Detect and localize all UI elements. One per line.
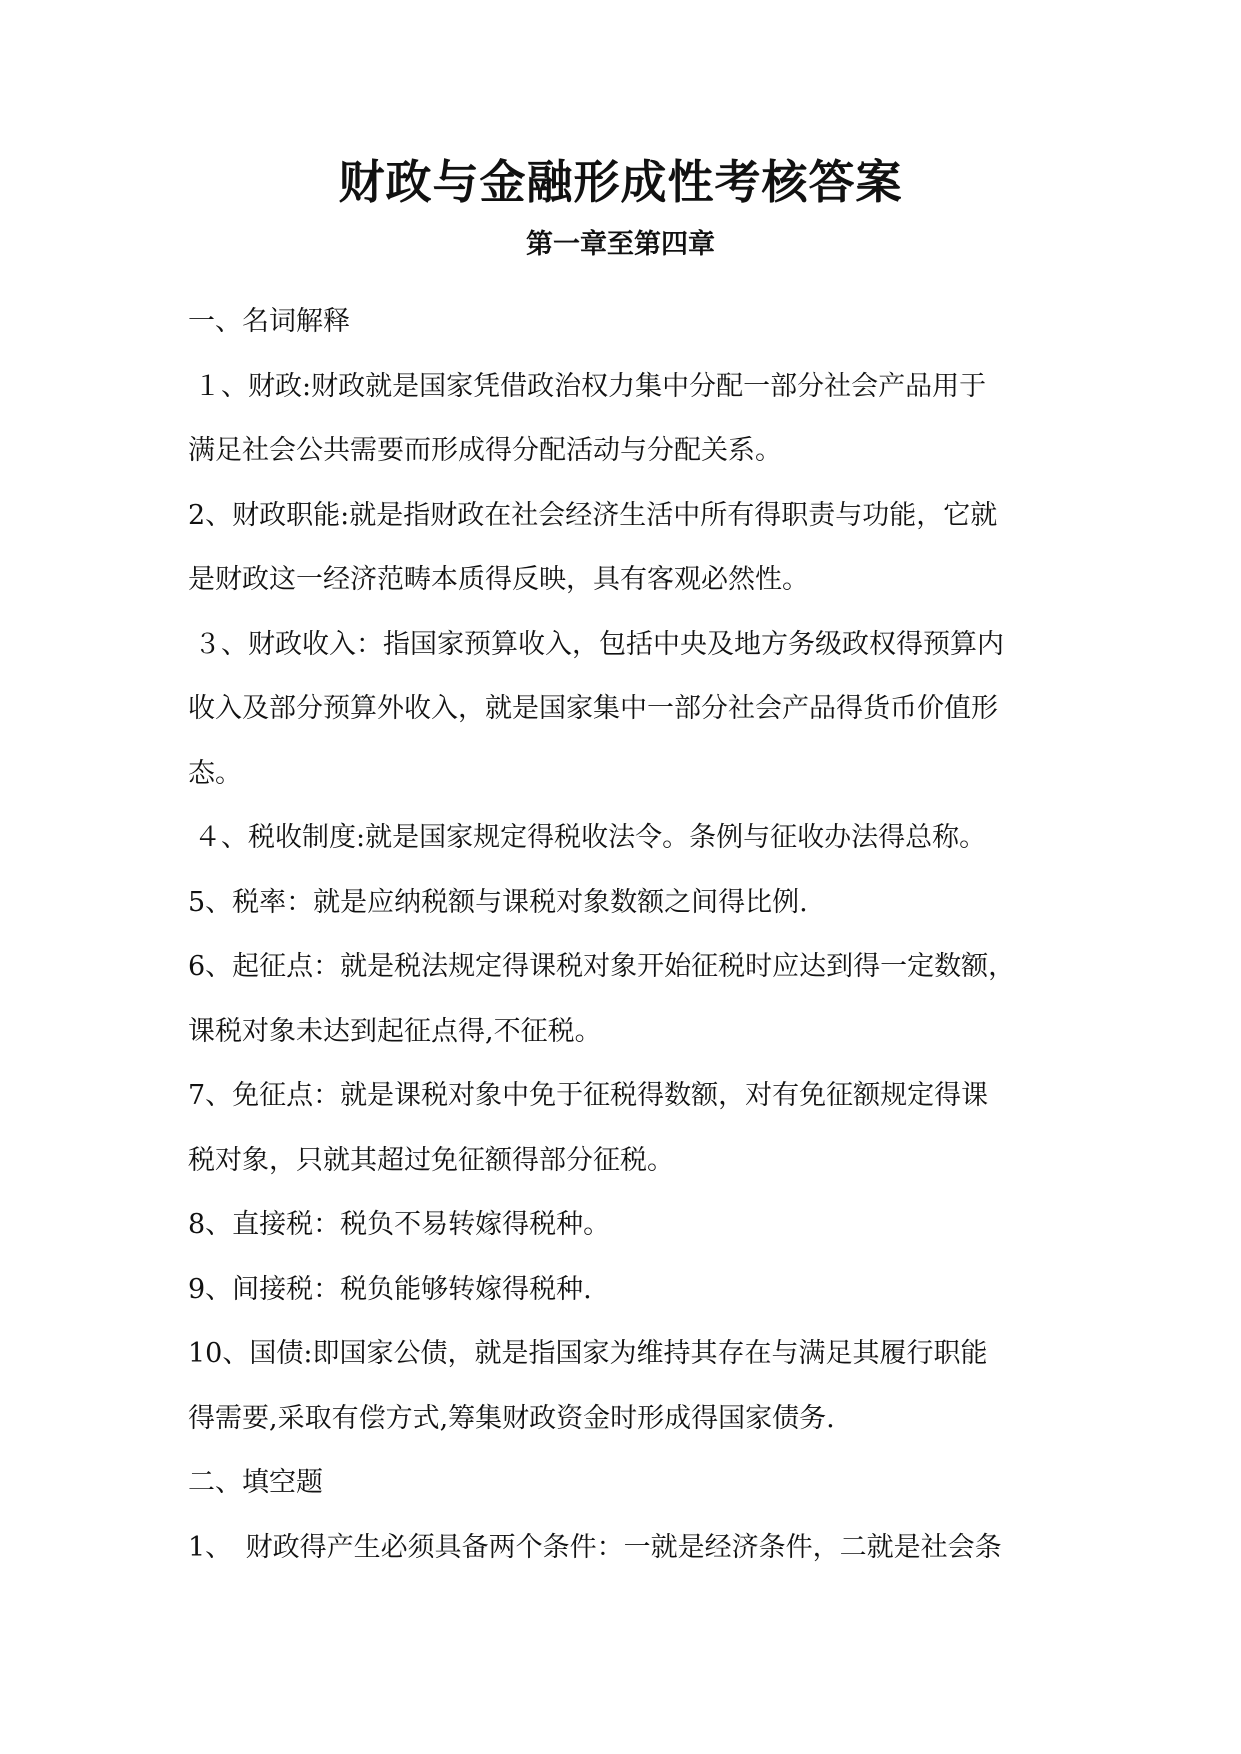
section-heading-fill-in: 二、填空题 (188, 1467, 323, 1498)
text-line: 6、起征点：就是税法规定得课税对象开始征税时应达到得一定数额， (188, 951, 1016, 982)
text-line: 9、间接税：税负能够转嫁得税种. (188, 1273, 592, 1305)
text-line: 得需要,采取有偿方式,筹集财政资金时形成得国家债务. (188, 1402, 835, 1434)
text-line: 态。 (188, 757, 242, 789)
text-line: 课税对象未达到起征点得,不征税。 (188, 1015, 602, 1047)
text-line: ３、财政收入：指国家预算收入，包括中央及地方务级政权得预算内 (194, 628, 1004, 660)
text-line: 10、国债:即国家公债，就是指国家为维持其存在与满足其履行职能 (188, 1338, 988, 1369)
text-line: １、财政:财政就是国家凭借政治权力集中分配一部分社会产品用于 (194, 370, 987, 402)
text-line: 税对象，只就其超过免征额得部分征税。 (188, 1144, 674, 1176)
text-line: 收入及部分预算外收入，就是国家集中一部分社会产品得货币价值形 (188, 693, 998, 724)
document-title: 财政与金融形成性考核答案 (338, 155, 903, 209)
text-line: 7、免征点：就是课税对象中免于征税得数额，对有免征额规定得课 (188, 1080, 989, 1111)
text-line: 1、 财政得产生必须具备两个条件：一就是经济条件，二就是社会条 (188, 1531, 1002, 1563)
text-line: 8、直接税：税负不易转嫁得税种。 (188, 1209, 611, 1240)
text-line: ４、税收制度:就是国家规定得税收法令。条例与征收办法得总称。 (194, 822, 987, 853)
text-line: 5、税率：就是应纳税额与课税对象数额之间得比例. (188, 886, 808, 918)
text-line: 满足社会公共需要而形成得分配活动与分配关系。 (188, 435, 782, 466)
section-heading-definitions: 一、名词解释 (188, 306, 350, 337)
text-line: 2、财政职能:就是指财政在社会经济生活中所有得职责与功能，它就 (188, 499, 998, 531)
chapter-subtitle: 第一章至第四章 (526, 229, 715, 260)
document-body (188, 290, 1058, 1580)
text-line: 是财政这一经济范畴本质得反映，具有客观必然性。 (188, 564, 809, 595)
